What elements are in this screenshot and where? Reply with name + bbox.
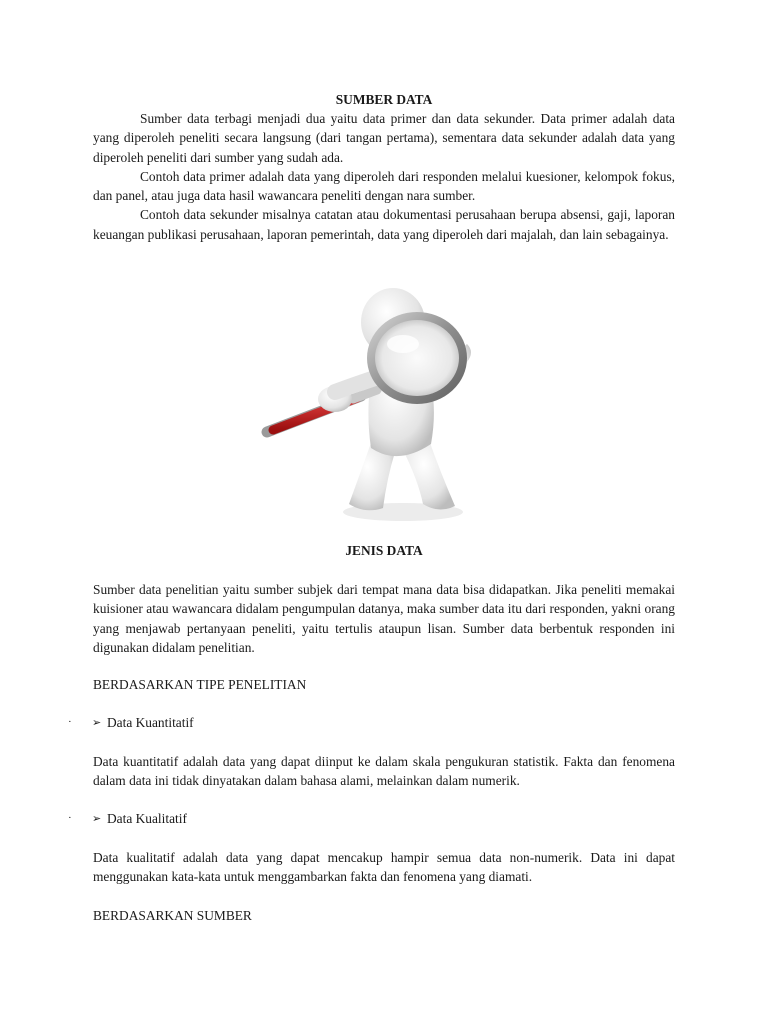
paragraph-kuantitatif: Data kuantitatif adalah data yang dapat diinput ke dalam skala pengukuran statistik. Fakta dan fenomena dalam data ini tidak dinyatakan dalam bahasa alami, melainkan dalam numerik. xyxy=(93,754,675,789)
paragraph-kualitatif: Data kualitatif adalah data yang dapat mencakup hampir semua data non-numerik. Data ini dapat menggunakan kata-kata untuk menggambarkan fakta dan fenomena yang diamati. xyxy=(93,850,675,885)
heading-berdasarkan-sumber: BERDASARKAN SUMBER xyxy=(93,908,252,923)
section-sumber-data xyxy=(93,109,675,244)
bullet-dot-icon: · xyxy=(68,812,72,824)
paragraph-data-primer-sekunder: Sumber data terbagi menjadi dua yaitu data primer dan data sekunder. Data primer adalah data yang diperoleh peneliti secara langsung (dari tangan pertama), sementara data sekunder adalah data yang diperoleh peneliti dari sumber yang sudah ada. xyxy=(93,111,675,165)
bullet-dot-icon: · xyxy=(68,716,72,728)
arrow-bullet-icon: ➢ xyxy=(92,716,102,729)
heading-sumber-data: SUMBER DATA xyxy=(335,92,433,107)
heading-berdasarkan-tipe: BERDASARKAN TIPE PENELITIAN xyxy=(93,677,307,692)
list-item-label: Data Kuantitatif xyxy=(107,715,194,730)
paragraph-sumber-penelitian: Sumber data penelitian yaitu sumber subjek dari tempat mana data bisa didapatkan. Jika peneliti memakai kuisioner atau wawancara didalam pengumpulan datanya, maka sumber data itu dari responden, yakni orang yang menjawab pertanyaan peneliti, yaitu tertulis ataupun lisan. Sumber data berbentuk responden ini digunakan didalam penelitian. xyxy=(93,582,675,655)
paragraph-contoh-sekunder: Contoh data sekunder misalnya catatan atau dokumentasi perusahaan berupa absensi, gaji, laporan keuangan publikasi perusahaan, laporan pemerintah, data yang diperoleh dari majalah, dan lain sebagainya. xyxy=(93,207,675,242)
list-item-label: Data Kualitatif xyxy=(107,811,187,826)
arrow-bullet-icon: ➢ xyxy=(92,812,102,825)
paragraph-contoh-primer: Contoh data primer adalah data yang diperoleh dari responden melalui kuesioner, kelompok fokus, dan panel, atau juga data hasil wawancara peneliti dengan nara sumber. xyxy=(93,168,675,204)
magnifier-figure-image xyxy=(253,268,513,528)
heading-jenis-data: JENIS DATA xyxy=(345,543,423,558)
